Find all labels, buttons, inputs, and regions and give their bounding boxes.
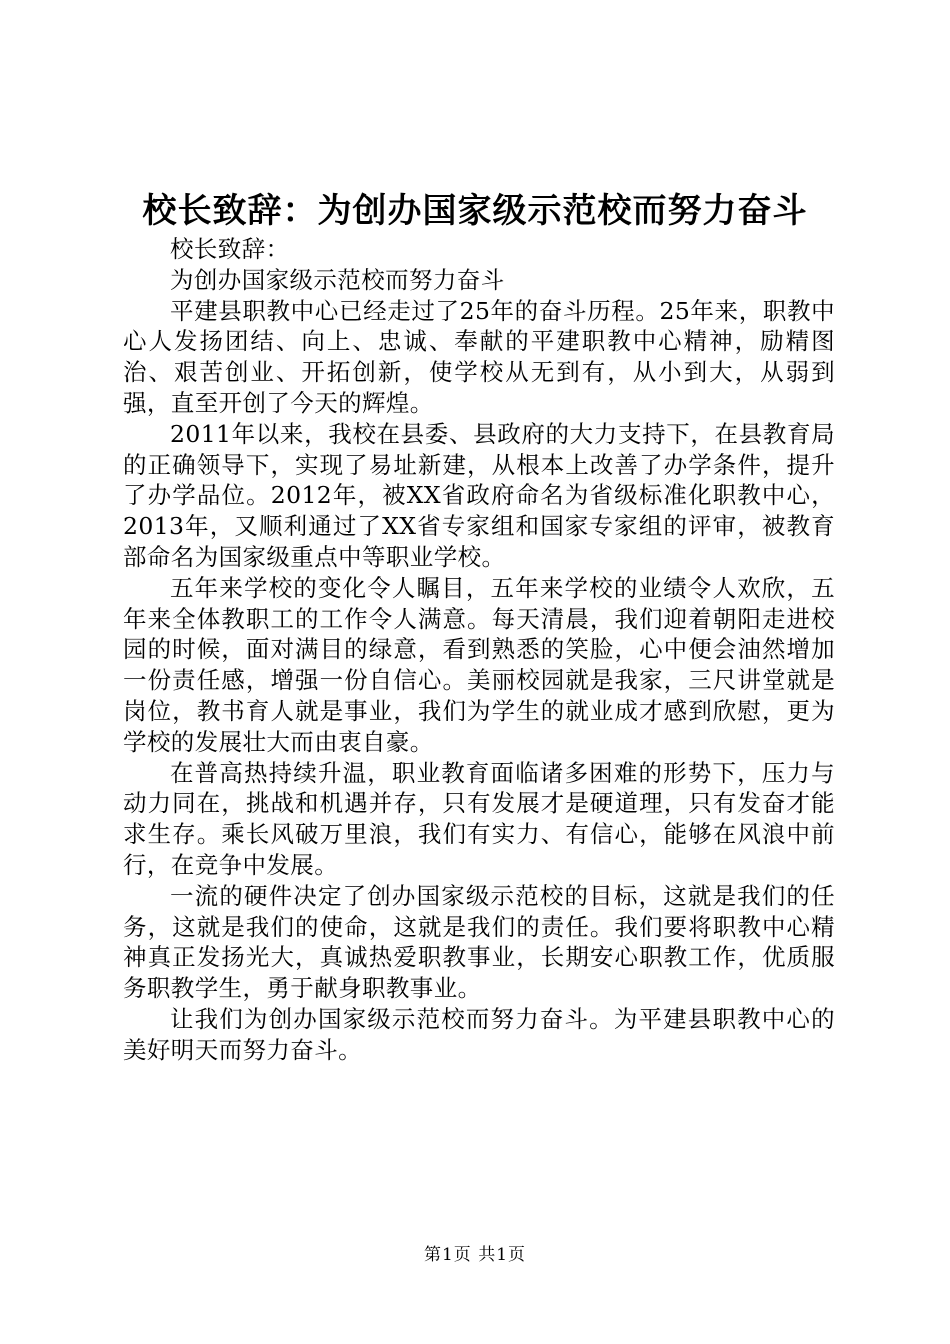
paragraph-history: 平建县职教中心已经走过了25年的奋斗历程。25年来，职教中心人发扬团结、向上、忠诚、奉献的平建职教中心精神，励精图治、艰苦创业、开拓创新，使学校从无到有，从小到大，从弱到强，直至开创了今天的辉煌。 xyxy=(123,296,835,417)
document-title: 校长致辞：为创办国家级示范校而努力奋斗 xyxy=(142,191,808,231)
paragraph-greeting-label: 校长致辞： xyxy=(170,235,290,263)
page-number-footer: 第1页 共1页 xyxy=(423,1245,527,1265)
paragraph-challenges: 在普高热持续升温，职业教育面临诸多困难的形势下，压力与动力同在，挑战和机遇并存，只有发展才是硬道理，只有发奋才能求生存。乘长风破万里浪，我们有实力、有信心，能够在风浪中前行，在竞争中发展。 xyxy=(123,758,835,879)
paragraph-five-years: 五年来学校的变化令人瞩目，五年来学校的业绩令人欢欣，五年来全体教职工的工作令人满意。每天清晨，我们迎着朝阳走进校园的时候，面对满目的绿意，看到熟悉的笑脸，心中便会油然增加一份责任感，增强一份自信心。美丽校园就是我家，三尺讲堂就是岗位，教书育人就是事业，我们为学生的就业成才感到欣慰，更为学校的发展壮大而由衷自豪。 xyxy=(123,573,835,756)
paragraph-mission: 一流的硬件决定了创办国家级示范校的目标，这就是我们的任务，这就是我们的使命，这就是我们的责任。我们要将职教中心精神真正发扬光大，真诚热爱职教事业，长期安心职教工作，优质服务职教学生，勇于献身职教事业。 xyxy=(123,881,835,1003)
paragraph-closing: 让我们为创办国家级示范校而努力奋斗。为平建县职教中心的美好明天而努力奋斗。 xyxy=(123,1004,835,1064)
document-body xyxy=(123,234,835,1066)
paragraph-subtitle: 为创办国家级示范校而努力奋斗 xyxy=(170,265,505,294)
paragraph-achievements: 2011年以来，我校在县委、县政府的大力支持下，在县教育局的正确领导下，实现了易址新建，从根本上改善了办学条件，提升了办学品位。2012年，被XX省政府命名为省级标准化职教中心，2013年，又顺利通过了XX省专家组和国家专家组的评审，被教育部命名为国家级重点中等职业学校。 xyxy=(123,419,835,571)
